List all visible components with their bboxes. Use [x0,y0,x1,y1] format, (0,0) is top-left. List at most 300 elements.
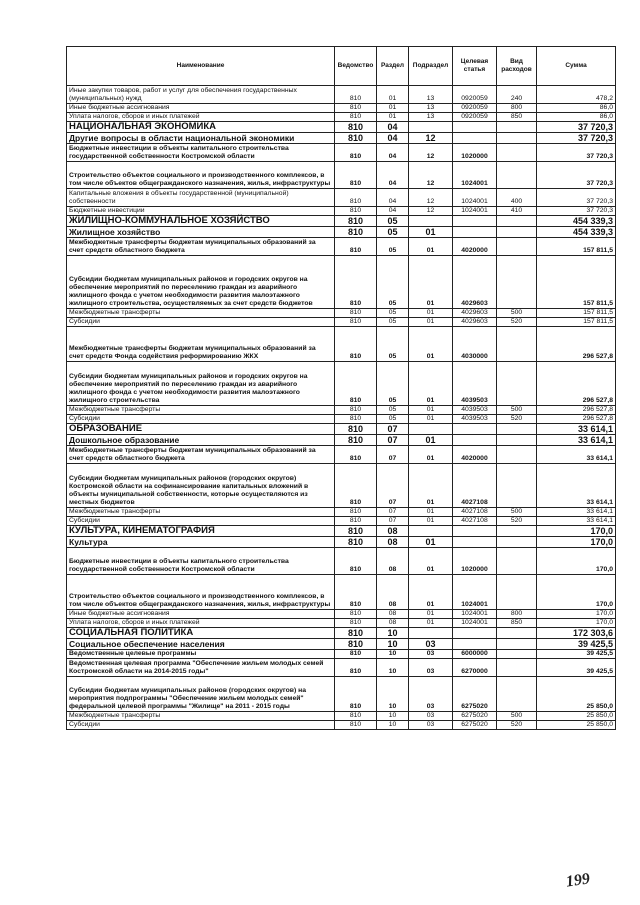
cell-summa: 37 720,3 [537,122,616,133]
cell-podrazdel: 13 [409,113,453,122]
cell-razdel: 10 [377,650,409,659]
table-row [67,628,616,639]
cell-razdel: 05 [377,216,409,227]
table-row [67,435,616,446]
cell-celevaya-statya: 1024001 [453,189,497,207]
cell-podrazdel: 01 [409,435,453,446]
cell-celevaya-statya: 4039503 [453,362,497,406]
cell-vid-rashodov [497,464,537,508]
cell-summa: 478,2 [537,86,616,104]
cell-vedomstvo: 810 [335,189,377,207]
cell-vedomstvo: 810 [335,721,377,730]
cell-celevaya-statya: 4030000 [453,327,497,362]
cell-name: Иные бюджетные ассигнования [67,104,335,113]
cell-razdel: 07 [377,435,409,446]
cell-vid-rashodov [497,133,537,144]
cell-summa: 37 720,3 [537,189,616,207]
cell-podrazdel: 01 [409,406,453,415]
cell-summa: 33 614,1 [537,424,616,435]
header-summa: Сумма [537,47,616,86]
cell-vedomstvo: 810 [335,227,377,238]
cell-podrazdel: 01 [409,318,453,327]
cell-name: Бюджетные инвестиции в объекты капитального строительства государственной собственности Костромской области [67,548,335,575]
cell-razdel: 10 [377,639,409,650]
table-row [67,189,616,207]
cell-name: Межбюджетные трансферты [67,508,335,517]
table-row [67,526,616,537]
cell-celevaya-statya: 4027108 [453,517,497,526]
cell-vid-rashodov [497,628,537,639]
cell-summa: 86,0 [537,113,616,122]
header-vedomstvo: Ведомство [335,47,377,86]
cell-podrazdel: 01 [409,464,453,508]
cell-podrazdel: 12 [409,162,453,189]
cell-vedomstvo: 810 [335,446,377,464]
cell-vedomstvo: 810 [335,650,377,659]
cell-razdel: 10 [377,677,409,712]
cell-name: Бюджетные инвестиции [67,207,335,216]
cell-razdel: 08 [377,526,409,537]
cell-celevaya-statya [453,227,497,238]
cell-vid-rashodov [497,227,537,238]
cell-razdel: 05 [377,256,409,309]
cell-celevaya-statya: 4027108 [453,508,497,517]
cell-celevaya-statya [453,537,497,548]
cell-celevaya-statya [453,435,497,446]
cell-vid-rashodov: 410 [497,207,537,216]
cell-summa: 296 527,8 [537,415,616,424]
cell-name: Субсидии бюджетам муниципальных районов и городских округов на обеспечение мероприятий по переселению граждан из аварийного жилищного фонда с учетом необходимости развития малоэтажного жилищного строительства [67,362,335,406]
cell-summa: 37 720,3 [537,162,616,189]
cell-vedomstvo: 810 [335,362,377,406]
table-row [67,712,616,721]
cell-summa: 296 527,8 [537,327,616,362]
cell-podrazdel: 13 [409,104,453,113]
cell-razdel: 04 [377,122,409,133]
cell-summa: 25 850,0 [537,712,616,721]
table-row [67,144,616,162]
cell-summa: 33 614,1 [537,435,616,446]
cell-podrazdel: 01 [409,362,453,406]
cell-razdel: 07 [377,424,409,435]
cell-vid-rashodov [497,327,537,362]
cell-summa: 39 425,5 [537,659,616,677]
cell-razdel: 04 [377,133,409,144]
cell-podrazdel [409,122,453,133]
cell-name: Субсидии [67,318,335,327]
budget-sheet [66,46,615,730]
cell-razdel: 05 [377,227,409,238]
cell-razdel: 08 [377,548,409,575]
cell-podrazdel: 01 [409,256,453,309]
cell-name: ЖИЛИЩНО-КОММУНАЛЬНОЕ ХОЗЯЙСТВО [67,216,335,227]
cell-vedomstvo: 810 [335,113,377,122]
cell-celevaya-statya: 6275020 [453,677,497,712]
cell-razdel: 01 [377,113,409,122]
cell-summa: 454 339,3 [537,227,616,238]
cell-vid-rashodov [497,435,537,446]
cell-vedomstvo: 810 [335,207,377,216]
table-row [67,238,616,256]
table-row [67,639,616,650]
cell-vedomstvo: 810 [335,318,377,327]
table-row [67,659,616,677]
table-row [67,548,616,575]
cell-celevaya-statya: 0920059 [453,86,497,104]
cell-summa: 37 720,3 [537,133,616,144]
cell-vid-rashodov: 400 [497,189,537,207]
cell-name: Другие вопросы в области национальной экономики [67,133,335,144]
cell-podrazdel [409,424,453,435]
header-vid-rashodov: Вид расходов [497,47,537,86]
cell-vedomstvo: 810 [335,575,377,610]
table-row [67,309,616,318]
table-row [67,415,616,424]
table-row [67,406,616,415]
cell-summa: 33 614,1 [537,508,616,517]
cell-vedomstvo: 810 [335,406,377,415]
cell-razdel: 07 [377,446,409,464]
table-row [67,362,616,406]
cell-vedomstvo: 810 [335,677,377,712]
cell-podrazdel: 01 [409,575,453,610]
cell-podrazdel: 01 [409,619,453,628]
cell-summa: 25 850,0 [537,677,616,712]
cell-celevaya-statya: 4029603 [453,318,497,327]
cell-razdel: 05 [377,238,409,256]
cell-celevaya-statya: 4039503 [453,415,497,424]
cell-celevaya-statya: 4020000 [453,238,497,256]
cell-name: Иные бюджетные ассигнования [67,610,335,619]
cell-vedomstvo: 810 [335,216,377,227]
cell-vid-rashodov [497,677,537,712]
cell-podrazdel: 01 [409,508,453,517]
cell-razdel: 10 [377,712,409,721]
cell-vid-rashodov [497,526,537,537]
cell-summa: 37 720,3 [537,207,616,216]
cell-vedomstvo: 810 [335,86,377,104]
table-row [67,575,616,610]
cell-summa: 170,0 [537,610,616,619]
cell-podrazdel: 01 [409,227,453,238]
cell-razdel: 08 [377,619,409,628]
table-row [67,508,616,517]
cell-name: Межбюджетные трансферты бюджетам муниципальных образований за счет средств областного бюджета [67,238,335,256]
cell-vedomstvo: 810 [335,619,377,628]
cell-vid-rashodov [497,256,537,309]
table-row [67,162,616,189]
cell-razdel: 08 [377,575,409,610]
cell-vedomstvo: 810 [335,415,377,424]
cell-vedomstvo: 810 [335,162,377,189]
cell-celevaya-statya: 1024001 [453,207,497,216]
cell-summa: 39 425,5 [537,639,616,650]
cell-name: Социальное обеспечение населения [67,639,335,650]
cell-vid-rashodov [497,144,537,162]
table-row [67,216,616,227]
page-number: 199 [564,870,591,891]
cell-celevaya-statya: 4029603 [453,309,497,318]
cell-name: Субсидии [67,721,335,730]
cell-celevaya-statya: 1020000 [453,144,497,162]
cell-vid-rashodov [497,446,537,464]
budget-table [66,46,616,730]
cell-celevaya-statya: 1024001 [453,162,497,189]
header-razdel: Раздел [377,47,409,86]
cell-name: Субсидии [67,517,335,526]
cell-podrazdel: 12 [409,189,453,207]
table-row [67,227,616,238]
cell-vedomstvo: 810 [335,610,377,619]
cell-vedomstvo: 810 [335,144,377,162]
cell-vedomstvo: 810 [335,628,377,639]
cell-podrazdel [409,526,453,537]
cell-name: Межбюджетные трансферты [67,406,335,415]
cell-celevaya-statya: 6270000 [453,659,497,677]
cell-vid-rashodov: 500 [497,508,537,517]
cell-name: Уплата налогов, сборов и иных платежей [67,113,335,122]
cell-name: Капитальные вложения в объекты государственной (муниципальной) собственности [67,189,335,207]
cell-celevaya-statya [453,216,497,227]
cell-podrazdel: 01 [409,446,453,464]
cell-celevaya-statya [453,628,497,639]
cell-vedomstvo: 810 [335,435,377,446]
cell-vid-rashodov [497,639,537,650]
cell-vid-rashodov: 520 [497,318,537,327]
cell-razdel: 05 [377,327,409,362]
cell-vedomstvo: 810 [335,548,377,575]
cell-vedomstvo: 810 [335,256,377,309]
cell-celevaya-statya [453,133,497,144]
cell-razdel: 04 [377,144,409,162]
cell-summa: 33 614,1 [537,517,616,526]
cell-podrazdel: 12 [409,133,453,144]
cell-razdel: 05 [377,362,409,406]
cell-razdel: 05 [377,309,409,318]
cell-vid-rashodov [497,650,537,659]
table-row [67,446,616,464]
cell-vedomstvo: 810 [335,712,377,721]
cell-razdel: 08 [377,610,409,619]
header-celevaya-statya: Целевая статья [453,47,497,86]
cell-name: Ведомственные целевые программы [67,650,335,659]
cell-name: Бюджетные инвестиции в объекты капитального строительства государственной собственности Костромской области [67,144,335,162]
table-row [67,677,616,712]
cell-celevaya-statya [453,639,497,650]
cell-razdel: 07 [377,517,409,526]
cell-summa: 296 527,8 [537,406,616,415]
cell-celevaya-statya: 1024001 [453,610,497,619]
table-row [67,537,616,548]
cell-podrazdel [409,216,453,227]
cell-name: СОЦИАЛЬНАЯ ПОЛИТИКА [67,628,335,639]
cell-podrazdel: 01 [409,537,453,548]
cell-name: КУЛЬТУРА, КИНЕМАТОГРАФИЯ [67,526,335,537]
cell-razdel: 10 [377,721,409,730]
cell-name: Жилищное хозяйство [67,227,335,238]
table-row [67,721,616,730]
cell-vid-rashodov [497,122,537,133]
cell-vedomstvo: 810 [335,327,377,362]
cell-celevaya-statya: 1024001 [453,619,497,628]
cell-summa: 157 811,5 [537,309,616,318]
cell-summa: 25 850,0 [537,721,616,730]
cell-razdel: 10 [377,659,409,677]
cell-podrazdel: 03 [409,650,453,659]
cell-podrazdel: 01 [409,517,453,526]
cell-vid-rashodov: 240 [497,86,537,104]
cell-vid-rashodov [497,216,537,227]
cell-podrazdel: 03 [409,639,453,650]
cell-celevaya-statya: 6275020 [453,721,497,730]
cell-vid-rashodov: 500 [497,406,537,415]
cell-vid-rashodov: 520 [497,517,537,526]
cell-razdel: 05 [377,406,409,415]
cell-vid-rashodov: 850 [497,113,537,122]
table-row [67,610,616,619]
cell-razdel: 04 [377,162,409,189]
cell-podrazdel: 03 [409,677,453,712]
cell-vid-rashodov [497,537,537,548]
cell-name: Иные закупки товаров, работ и услуг для обеспечения государственных (муниципальных) нужд [67,86,335,104]
table-row [67,327,616,362]
cell-name: Субсидии [67,415,335,424]
cell-vid-rashodov [497,362,537,406]
table-row [67,424,616,435]
cell-celevaya-statya: 6000000 [453,650,497,659]
cell-vid-rashodov [497,548,537,575]
header-podrazdel: Подраздел [409,47,453,86]
cell-celevaya-statya: 1020000 [453,548,497,575]
cell-celevaya-statya [453,526,497,537]
cell-name: Межбюджетные трансферты [67,712,335,721]
cell-summa: 170,0 [537,548,616,575]
cell-vedomstvo: 810 [335,238,377,256]
cell-vedomstvo: 810 [335,659,377,677]
table-row [67,133,616,144]
table-row [67,122,616,133]
cell-name: Строительство объектов социального и производственного комплексов, в том числе объектов общегражданского назначения, жилья, инфраструктуры [67,162,335,189]
cell-summa: 86,0 [537,104,616,113]
cell-razdel: 05 [377,318,409,327]
table-header-row [67,47,616,86]
cell-celevaya-statya: 0920059 [453,113,497,122]
table-row [67,650,616,659]
cell-summa: 37 720,3 [537,144,616,162]
cell-name: Культура [67,537,335,548]
cell-razdel: 01 [377,104,409,113]
cell-podrazdel: 12 [409,207,453,216]
cell-podrazdel: 03 [409,721,453,730]
cell-summa: 296 527,8 [537,362,616,406]
cell-razdel: 04 [377,207,409,216]
cell-name: ОБРАЗОВАНИЕ [67,424,335,435]
cell-vedomstvo: 810 [335,122,377,133]
cell-celevaya-statya: 0920059 [453,104,497,113]
cell-razdel: 10 [377,628,409,639]
cell-name: Субсидии бюджетам муниципальных районов (городских округов) на мероприятия подпрограммы "Обеспечение жильем молодых семей" федеральной целевой программы "Жилище" на 2011 - 2015 годы [67,677,335,712]
cell-vid-rashodov [497,238,537,256]
cell-name: Строительство объектов социального и производственного комплексов, в том числе объектов общегражданского назначения, жилья, инфраструктуры [67,575,335,610]
cell-name: Уплата налогов, сборов и иных платежей [67,619,335,628]
cell-name: Межбюджетные трансферты [67,309,335,318]
cell-name: Ведомственная целевая программа "Обеспечение жильем молодых семей Костромской области на 2014-2015 годы" [67,659,335,677]
cell-vedomstvo: 810 [335,133,377,144]
cell-vid-rashodov [497,424,537,435]
cell-vedomstvo: 810 [335,104,377,113]
cell-summa: 157 811,5 [537,256,616,309]
cell-summa: 172 303,6 [537,628,616,639]
cell-razdel: 08 [377,537,409,548]
cell-razdel: 07 [377,464,409,508]
cell-summa: 33 614,1 [537,464,616,508]
cell-podrazdel: 01 [409,238,453,256]
cell-vid-rashodov: 800 [497,104,537,113]
cell-vid-rashodov [497,659,537,677]
cell-vedomstvo: 810 [335,537,377,548]
cell-vid-rashodov: 520 [497,721,537,730]
cell-razdel: 01 [377,86,409,104]
table-row [67,256,616,309]
cell-celevaya-statya: 4029603 [453,256,497,309]
table-row [67,318,616,327]
cell-podrazdel: 03 [409,712,453,721]
cell-celevaya-statya [453,122,497,133]
cell-podrazdel: 03 [409,659,453,677]
cell-summa: 157 811,5 [537,238,616,256]
cell-summa: 170,0 [537,575,616,610]
cell-celevaya-statya: 4020000 [453,446,497,464]
cell-summa: 39 425,5 [537,650,616,659]
cell-name: Субсидии бюджетам муниципальных районов (городских округов) Костромской области на софинансирование капитальных вложений в объекты муниципальной собственности, которые осуществляются из местных бюджетов [67,464,335,508]
cell-podrazdel: 01 [409,415,453,424]
table-body [67,86,616,730]
cell-vedomstvo: 810 [335,309,377,318]
cell-celevaya-statya: 1024001 [453,575,497,610]
cell-podrazdel: 01 [409,327,453,362]
header-name: Наименование [67,47,335,86]
cell-name: Дошкольное образование [67,435,335,446]
cell-razdel: 05 [377,415,409,424]
cell-name: Межбюджетные трансферты бюджетам муниципальных образований за счет средств областного бюджета [67,446,335,464]
cell-name: Субсидии бюджетам муниципальных районов и городских округов на обеспечение мероприятий по переселению граждан из аварийного жилищного фонда с учетом необходимости развития малоэтажного жилищного строительства, осуществляемых за счет средств бюджетов [67,256,335,309]
cell-summa: 33 614,1 [537,446,616,464]
cell-razdel: 07 [377,508,409,517]
cell-vid-rashodov [497,162,537,189]
cell-vedomstvo: 810 [335,464,377,508]
cell-vedomstvo: 810 [335,526,377,537]
cell-vedomstvo: 810 [335,508,377,517]
cell-vedomstvo: 810 [335,639,377,650]
cell-summa: 454 339,3 [537,216,616,227]
cell-celevaya-statya [453,424,497,435]
cell-podrazdel: 01 [409,309,453,318]
cell-vedomstvo: 810 [335,517,377,526]
cell-summa: 157 811,5 [537,318,616,327]
cell-celevaya-statya: 4027108 [453,464,497,508]
cell-vid-rashodov: 500 [497,309,537,318]
cell-name: Межбюджетные трансферты бюджетам муниципальных образований за счет средств Фонда содействия реформированию ЖКХ [67,327,335,362]
cell-podrazdel: 01 [409,610,453,619]
cell-podrazdel: 12 [409,144,453,162]
cell-summa: 170,0 [537,619,616,628]
cell-name: НАЦИОНАЛЬНАЯ ЭКОНОМИКА [67,122,335,133]
table-row [67,464,616,508]
cell-celevaya-statya: 4039503 [453,406,497,415]
cell-vid-rashodov: 520 [497,415,537,424]
table-row [67,104,616,113]
cell-summa: 170,0 [537,537,616,548]
